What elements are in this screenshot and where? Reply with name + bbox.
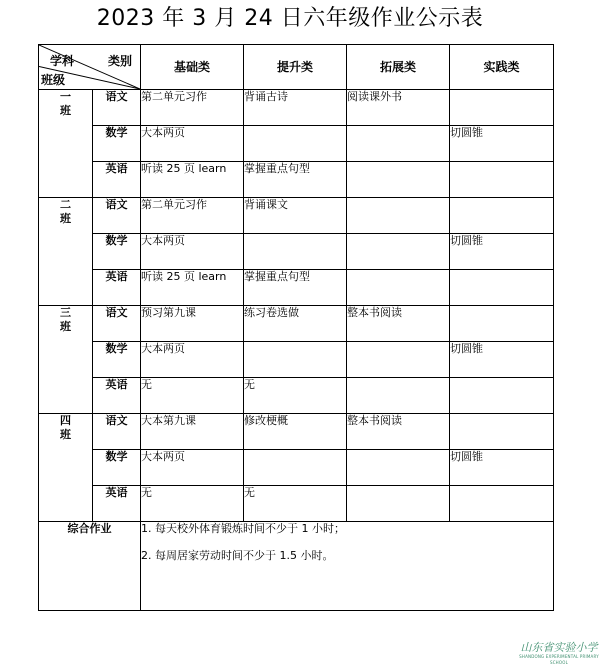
column-header-practice: 实践类 xyxy=(450,45,554,90)
table-row xyxy=(39,342,554,378)
subject-cell: 英语 xyxy=(93,378,141,414)
task-cell-extension: 整本书阅读 xyxy=(347,414,450,450)
table-row xyxy=(39,234,554,270)
task-cell-extension xyxy=(347,450,450,486)
task-cell-advanced: 背诵古诗 xyxy=(244,90,347,126)
task-cell-advanced: 无 xyxy=(244,486,347,522)
column-header-basic: 基础类 xyxy=(141,45,244,90)
task-cell-practice xyxy=(450,486,554,522)
column-header-advanced: 提升类 xyxy=(244,45,347,90)
task-cell-practice: 切圆锥 xyxy=(450,126,554,162)
subject-cell: 数学 xyxy=(93,234,141,270)
class-name-line: 四 xyxy=(60,414,71,427)
class-name-line: 二 xyxy=(60,198,71,211)
table-row xyxy=(39,378,554,414)
task-cell-extension: 整本书阅读 xyxy=(347,306,450,342)
task-cell-extension xyxy=(347,342,450,378)
task-cell-extension xyxy=(347,126,450,162)
task-cell-extension xyxy=(347,162,450,198)
task-cell-basic: 第二单元习作 xyxy=(141,198,244,234)
table-body xyxy=(39,45,554,522)
subject-cell: 数学 xyxy=(93,450,141,486)
task-cell-advanced: 修改梗概 xyxy=(244,414,347,450)
class-name-line: 班 xyxy=(60,320,71,333)
comprehensive-line-1: 1. 每天校外体育锻炼时间不少于 1 小时； xyxy=(141,522,345,535)
task-cell-basic: 听读 25 页 learn xyxy=(141,162,244,198)
task-cell-basic: 大本两页 xyxy=(141,126,244,162)
table-row xyxy=(39,162,554,198)
corner-class-label: 班级 xyxy=(41,73,66,87)
table-row xyxy=(39,306,554,342)
task-cell-practice xyxy=(450,414,554,450)
school-logo-subtext: SHANDONG EXPERIMENTAL PRIMARY SCHOOL xyxy=(519,654,599,665)
class-name-cell xyxy=(39,414,93,522)
corner-category-label: 类别 xyxy=(107,54,132,68)
class-name-line: 三 xyxy=(60,306,71,319)
task-cell-practice: 切圆锥 xyxy=(450,342,554,378)
class-name-cell xyxy=(39,90,93,198)
task-cell-basic: 预习第九课 xyxy=(141,306,244,342)
table-row xyxy=(39,486,554,522)
school-logo xyxy=(513,641,605,666)
task-cell-basic: 第二单元习作 xyxy=(141,90,244,126)
comprehensive-section xyxy=(39,522,554,611)
table-row xyxy=(39,90,554,126)
task-cell-advanced xyxy=(244,234,347,270)
table-row xyxy=(39,126,554,162)
subject-cell: 数学 xyxy=(93,342,141,378)
subject-cell: 语文 xyxy=(93,90,141,126)
comprehensive-line-2: 2. 每周居家劳动时间不少于 1.5 小时。 xyxy=(141,549,334,562)
column-header-extension: 拓展类 xyxy=(347,45,450,90)
school-logo-text: 山东省实验小学 xyxy=(520,641,598,654)
class-name-line: 一 xyxy=(60,90,71,103)
corner-header xyxy=(39,45,141,90)
task-cell-practice xyxy=(450,90,554,126)
task-cell-practice xyxy=(450,378,554,414)
subject-cell: 英语 xyxy=(93,486,141,522)
class-name-line: 班 xyxy=(60,428,71,441)
page-title: 2023 年 3 月 24 日六年级作业公示表 xyxy=(96,6,484,31)
task-cell-advanced: 掌握重点句型 xyxy=(244,162,347,198)
task-cell-advanced xyxy=(244,342,347,378)
subject-cell: 语文 xyxy=(93,414,141,450)
subject-cell: 语文 xyxy=(93,198,141,234)
subject-cell: 英语 xyxy=(93,162,141,198)
class-name-line: 班 xyxy=(60,212,71,225)
subject-cell: 数学 xyxy=(93,126,141,162)
class-name-line: 班 xyxy=(60,104,71,117)
task-cell-practice: 切圆锥 xyxy=(450,234,554,270)
table-row xyxy=(39,414,554,450)
header-row xyxy=(39,45,554,90)
comprehensive-content xyxy=(141,522,554,611)
task-cell-advanced xyxy=(244,450,347,486)
task-cell-practice xyxy=(450,162,554,198)
task-cell-advanced: 背诵课文 xyxy=(244,198,347,234)
task-cell-extension xyxy=(347,270,450,306)
subject-cell: 语文 xyxy=(93,306,141,342)
table-row xyxy=(39,198,554,234)
class-name-cell xyxy=(39,306,93,414)
task-cell-basic: 大本两页 xyxy=(141,234,244,270)
task-cell-extension xyxy=(347,198,450,234)
task-cell-basic: 大本两页 xyxy=(141,450,244,486)
task-cell-basic: 大本第九课 xyxy=(141,414,244,450)
task-cell-extension xyxy=(347,378,450,414)
task-cell-extension xyxy=(347,234,450,270)
task-cell-practice xyxy=(450,198,554,234)
task-cell-advanced: 练习卷选做 xyxy=(244,306,347,342)
task-cell-advanced: 无 xyxy=(244,378,347,414)
class-name-cell xyxy=(39,198,93,306)
task-cell-extension xyxy=(347,486,450,522)
comprehensive-row xyxy=(39,522,554,611)
task-cell-practice xyxy=(450,306,554,342)
task-cell-advanced xyxy=(244,126,347,162)
corner-subject-label: 学科 xyxy=(50,54,75,68)
task-cell-advanced: 掌握重点句型 xyxy=(244,270,347,306)
task-cell-practice xyxy=(450,270,554,306)
task-cell-practice: 切圆锥 xyxy=(450,450,554,486)
subject-cell: 英语 xyxy=(93,270,141,306)
task-cell-basic: 无 xyxy=(141,378,244,414)
table-row xyxy=(39,270,554,306)
table-row xyxy=(39,450,554,486)
task-cell-extension: 阅读课外书 xyxy=(347,90,450,126)
task-cell-basic: 听读 25 页 learn xyxy=(141,270,244,306)
task-cell-basic: 大本两页 xyxy=(141,342,244,378)
comprehensive-label: 综合作业 xyxy=(39,522,141,611)
task-cell-basic: 无 xyxy=(141,486,244,522)
homework-table xyxy=(38,44,554,611)
